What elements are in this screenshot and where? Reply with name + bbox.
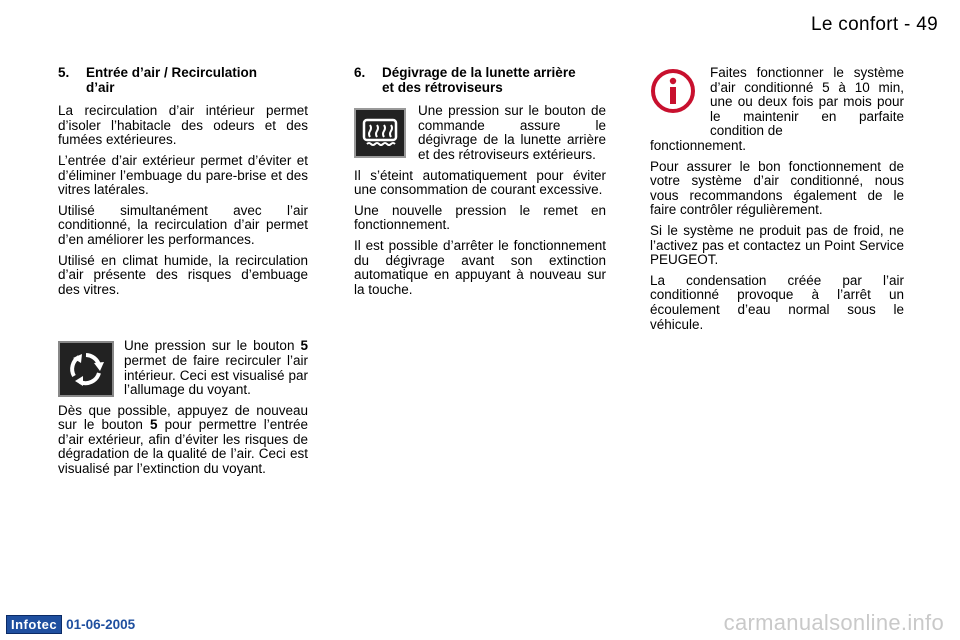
section-number: 5. [58,65,70,80]
info-note [650,66,904,338]
publication-date: 01-06-2005 [66,617,136,632]
recirculation-icon [58,341,114,397]
paragraph: Pour assurer le bon fonctionnement de votre système d’air conditionné, nous vous recommandons également de le faire contrôler régulièrement. [650,158,904,218]
section-air-recirculation [58,66,308,483]
paragraph: Utilisé simultanément avec l’air conditionné, la recirculation d’air permet d’en améliorer les performances. [58,202,308,247]
paragraph: Utilisé en climat humide, la recirculation d’air présente des risques d’embuage des vitres. [58,252,308,297]
paragraph: Dès que possible, appuyez de nouveau sur le bouton 5 pour permettre l’entrée d’air extérieur, afin d’éviter les risques de dégradation de la qualité de l’air. Ceci est visualisé par l’extinction du voyant. [58,402,308,477]
paragraph: L’entrée d’air extérieur permet d’éviter et d’éliminer l’embuage du pare-brise et des vitres latérales. [58,152,308,198]
section-number: 6. [354,65,366,80]
paragraph: Il est possible d’arrêter le fonctionnement du dégivrage avant son extinction automatique en appuyant à nouveau sur la touche. [354,237,606,297]
page-header: Le confort - 49 [810,14,938,35]
paragraph: Si le système ne produit pas de froid, ne l’activez pas et contactez un Point Service PEUGEOT. [650,222,904,268]
watermark: carmanualsonline.info [723,610,944,635]
paragraph: fonctionnement. [650,137,747,153]
footer [6,615,135,634]
defrost-instruction: Une pression sur le bouton de commande assure le dégivrage de la lunette arrière et des rétroviseurs extérieurs. [354,104,606,162]
recirculation-instruction: Une pression sur le bouton 5 permet de faire recirculer l’air intérieur. Ceci est visualisé par l’allumage du voyant. [58,339,308,397]
section-6-title: 6. Dégivrage de la lunette arrière et des rétroviseurs [354,65,576,95]
paragraph: La recirculation d’air intérieur permet d’isoler l’habitacle des odeurs et des fumées extérieures. [58,103,308,148]
section-rear-defrost [354,66,606,303]
info-icon [650,68,696,114]
section-5-title: 5. Entrée d’air / Recirculation d’air [58,65,258,95]
brand-logo: Infotec [6,615,62,634]
paragraph: La condensation créée par l’air conditionné provoque à l’arrêt un écoulement d’eau normal sous le véhicule. [650,272,904,332]
info-instruction: Faites fonctionner le système d’air conditionné 5 à 10 min, une ou deux fois par mois pour le maintenir en parfaite condition de [650,66,904,139]
rear-defrost-icon [354,108,406,158]
paragraph: Il s’éteint automatiquement pour éviter une consommation de courant excessive. [354,167,606,198]
paragraph: Une nouvelle pression le remet en fonctionnement. [354,202,606,233]
